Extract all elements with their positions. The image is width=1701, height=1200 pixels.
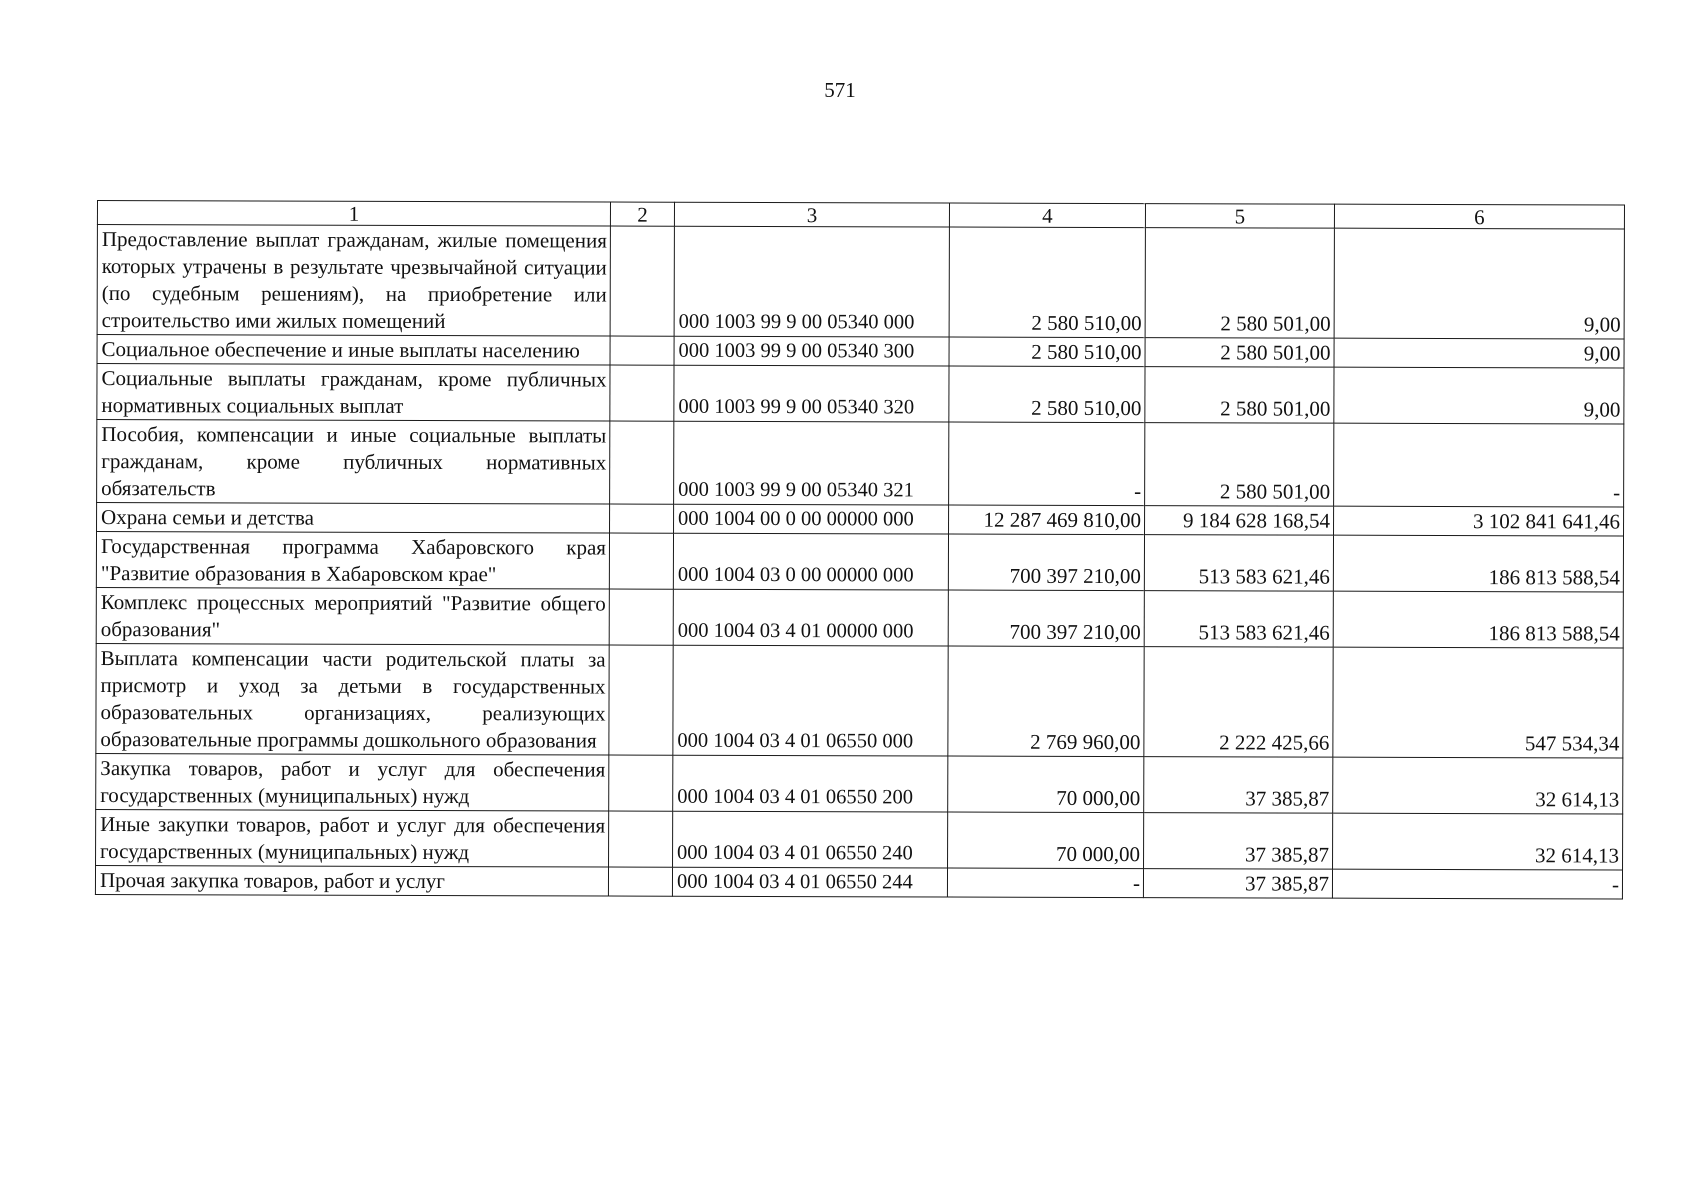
budget-code-cell: 000 1004 03 0 00 00000 000 [673, 533, 948, 590]
column-header-4: 4 [949, 203, 1145, 228]
table-row [97, 225, 1624, 340]
expense-name-cell: Прочая закупка товаров, работ и услуг [95, 865, 608, 896]
budget-code-cell: 000 1004 03 4 01 00000 000 [673, 589, 948, 646]
column-5-amount-cell: 513 583 621,46 [1144, 591, 1333, 648]
table-row [96, 532, 1623, 593]
column-6-amount-cell: 32 614,13 [1333, 757, 1623, 814]
column-2-cell [610, 336, 674, 365]
expense-name-cell: Социальные выплаты гражданам, кроме публичных нормативных социальных выплат [97, 364, 610, 422]
expense-name-cell: Пособия, компенсации и иные социальные выплаты гражданам, кроме публичных нормативных обязательств [97, 420, 610, 505]
column-2-cell [609, 533, 673, 589]
column-header-2: 2 [610, 202, 674, 226]
column-5-amount-cell: 37 385,87 [1144, 757, 1333, 814]
table-row [96, 643, 1623, 758]
column-5-amount-cell: 37 385,87 [1143, 869, 1332, 899]
column-6-amount-cell: 32 614,13 [1333, 813, 1623, 870]
expense-name-cell: Государственная программа Хабаровского края "Развитие образования в Хабаровском крае" [96, 532, 609, 590]
table-row [97, 420, 1624, 508]
column-6-amount-cell: - [1332, 869, 1622, 899]
column-2-cell [610, 504, 674, 533]
budget-code-cell: 000 1004 03 4 01 06550 200 [673, 755, 948, 812]
column-2-cell [610, 365, 674, 421]
column-6-amount-cell: 186 813 588,54 [1333, 591, 1623, 648]
column-header-1: 1 [97, 201, 610, 227]
budget-code-cell: 000 1003 99 9 00 05340 320 [674, 365, 949, 422]
column-5-amount-cell: 2 580 501,00 [1145, 367, 1334, 424]
column-4-amount-cell: 12 287 469 810,00 [949, 505, 1145, 535]
table-row [97, 364, 1624, 425]
column-4-amount-cell: 700 397 210,00 [948, 590, 1144, 647]
table-row [96, 753, 1623, 814]
column-2-cell [609, 589, 673, 645]
column-5-amount-cell: 9 184 628 168,54 [1145, 506, 1334, 536]
budget-code-cell: 000 1004 03 4 01 06550 000 [673, 645, 948, 756]
table-row [97, 335, 1624, 369]
column-header-3: 3 [674, 202, 949, 227]
column-header-5: 5 [1145, 204, 1334, 229]
budget-code-cell: 000 1004 03 4 01 06550 240 [673, 811, 948, 868]
budget-code-cell: 000 1004 00 0 00 00000 000 [674, 504, 949, 534]
budget-code-cell: 000 1004 03 4 01 06550 244 [672, 867, 947, 897]
column-2-cell [609, 755, 673, 811]
budget-code-cell: 000 1003 99 9 00 05340 321 [674, 421, 949, 505]
column-5-amount-cell: 513 583 621,46 [1144, 535, 1333, 592]
column-4-amount-cell: - [949, 422, 1145, 506]
column-5-amount-cell: 2 580 501,00 [1145, 228, 1334, 339]
column-6-amount-cell: 186 813 588,54 [1333, 535, 1623, 592]
expense-name-cell: Выплата компенсации части родительской платы за присмотр и уход за детьми в государственных образовательных организациях, реализующих образовательные программы дошкольного образования [96, 643, 609, 755]
table-row [96, 587, 1623, 648]
column-4-amount-cell: 700 397 210,00 [948, 534, 1144, 591]
column-2-cell [610, 226, 674, 336]
column-2-cell [608, 867, 672, 896]
budget-execution-table [95, 200, 1625, 900]
column-4-amount-cell: 70 000,00 [948, 812, 1144, 869]
expense-name-cell: Охрана семьи и детства [97, 503, 610, 534]
expense-name-cell: Социальное обеспечение и иные выплаты населению [97, 335, 610, 366]
expense-name-cell: Закупка товаров, работ и услуг для обеспечения государственных (муниципальных) нужд [96, 753, 609, 811]
column-4-amount-cell: - [947, 868, 1143, 898]
column-6-amount-cell: 3 102 841 641,46 [1334, 506, 1624, 536]
column-4-amount-cell: 2 580 510,00 [949, 337, 1145, 367]
column-6-amount-cell: 9,00 [1334, 228, 1624, 339]
column-4-amount-cell: 2 769 960,00 [948, 646, 1144, 757]
column-6-amount-cell: - [1334, 423, 1624, 507]
column-5-amount-cell: 37 385,87 [1144, 813, 1333, 870]
column-6-amount-cell: 547 534,34 [1333, 647, 1623, 758]
column-5-amount-cell: 2 222 425,66 [1144, 647, 1333, 758]
expense-name-cell: Предоставление выплат гражданам, жилые помещения которых утрачены в результате чрезвычайной ситуации (по судебным решениям), на приобретение или строительство ими жилых помещений [97, 225, 610, 337]
table-row [96, 809, 1623, 870]
column-4-amount-cell: 2 580 510,00 [949, 366, 1145, 423]
column-5-amount-cell: 2 580 501,00 [1145, 338, 1334, 368]
report-sheet [95, 200, 1625, 900]
page-number: 571 [824, 78, 856, 102]
column-2-cell [609, 645, 673, 755]
column-4-amount-cell: 2 580 510,00 [949, 227, 1145, 338]
budget-code-cell: 000 1003 99 9 00 05340 300 [674, 336, 949, 366]
column-6-amount-cell: 9,00 [1334, 338, 1624, 368]
budget-code-cell: 000 1003 99 9 00 05340 000 [674, 226, 949, 337]
column-4-amount-cell: 70 000,00 [948, 756, 1144, 813]
table-row [97, 503, 1624, 537]
expense-name-cell: Иные закупки товаров, работ и услуг для обеспечения государственных (муниципальных) нужд [96, 809, 609, 867]
expense-name-cell: Комплекс процессных мероприятий "Развитие общего образования" [96, 587, 609, 645]
column-2-cell [610, 421, 674, 504]
column-header-6: 6 [1334, 204, 1624, 229]
column-2-cell [609, 811, 673, 867]
column-5-amount-cell: 2 580 501,00 [1145, 423, 1334, 507]
column-6-amount-cell: 9,00 [1334, 367, 1624, 424]
table-row [95, 865, 1622, 899]
